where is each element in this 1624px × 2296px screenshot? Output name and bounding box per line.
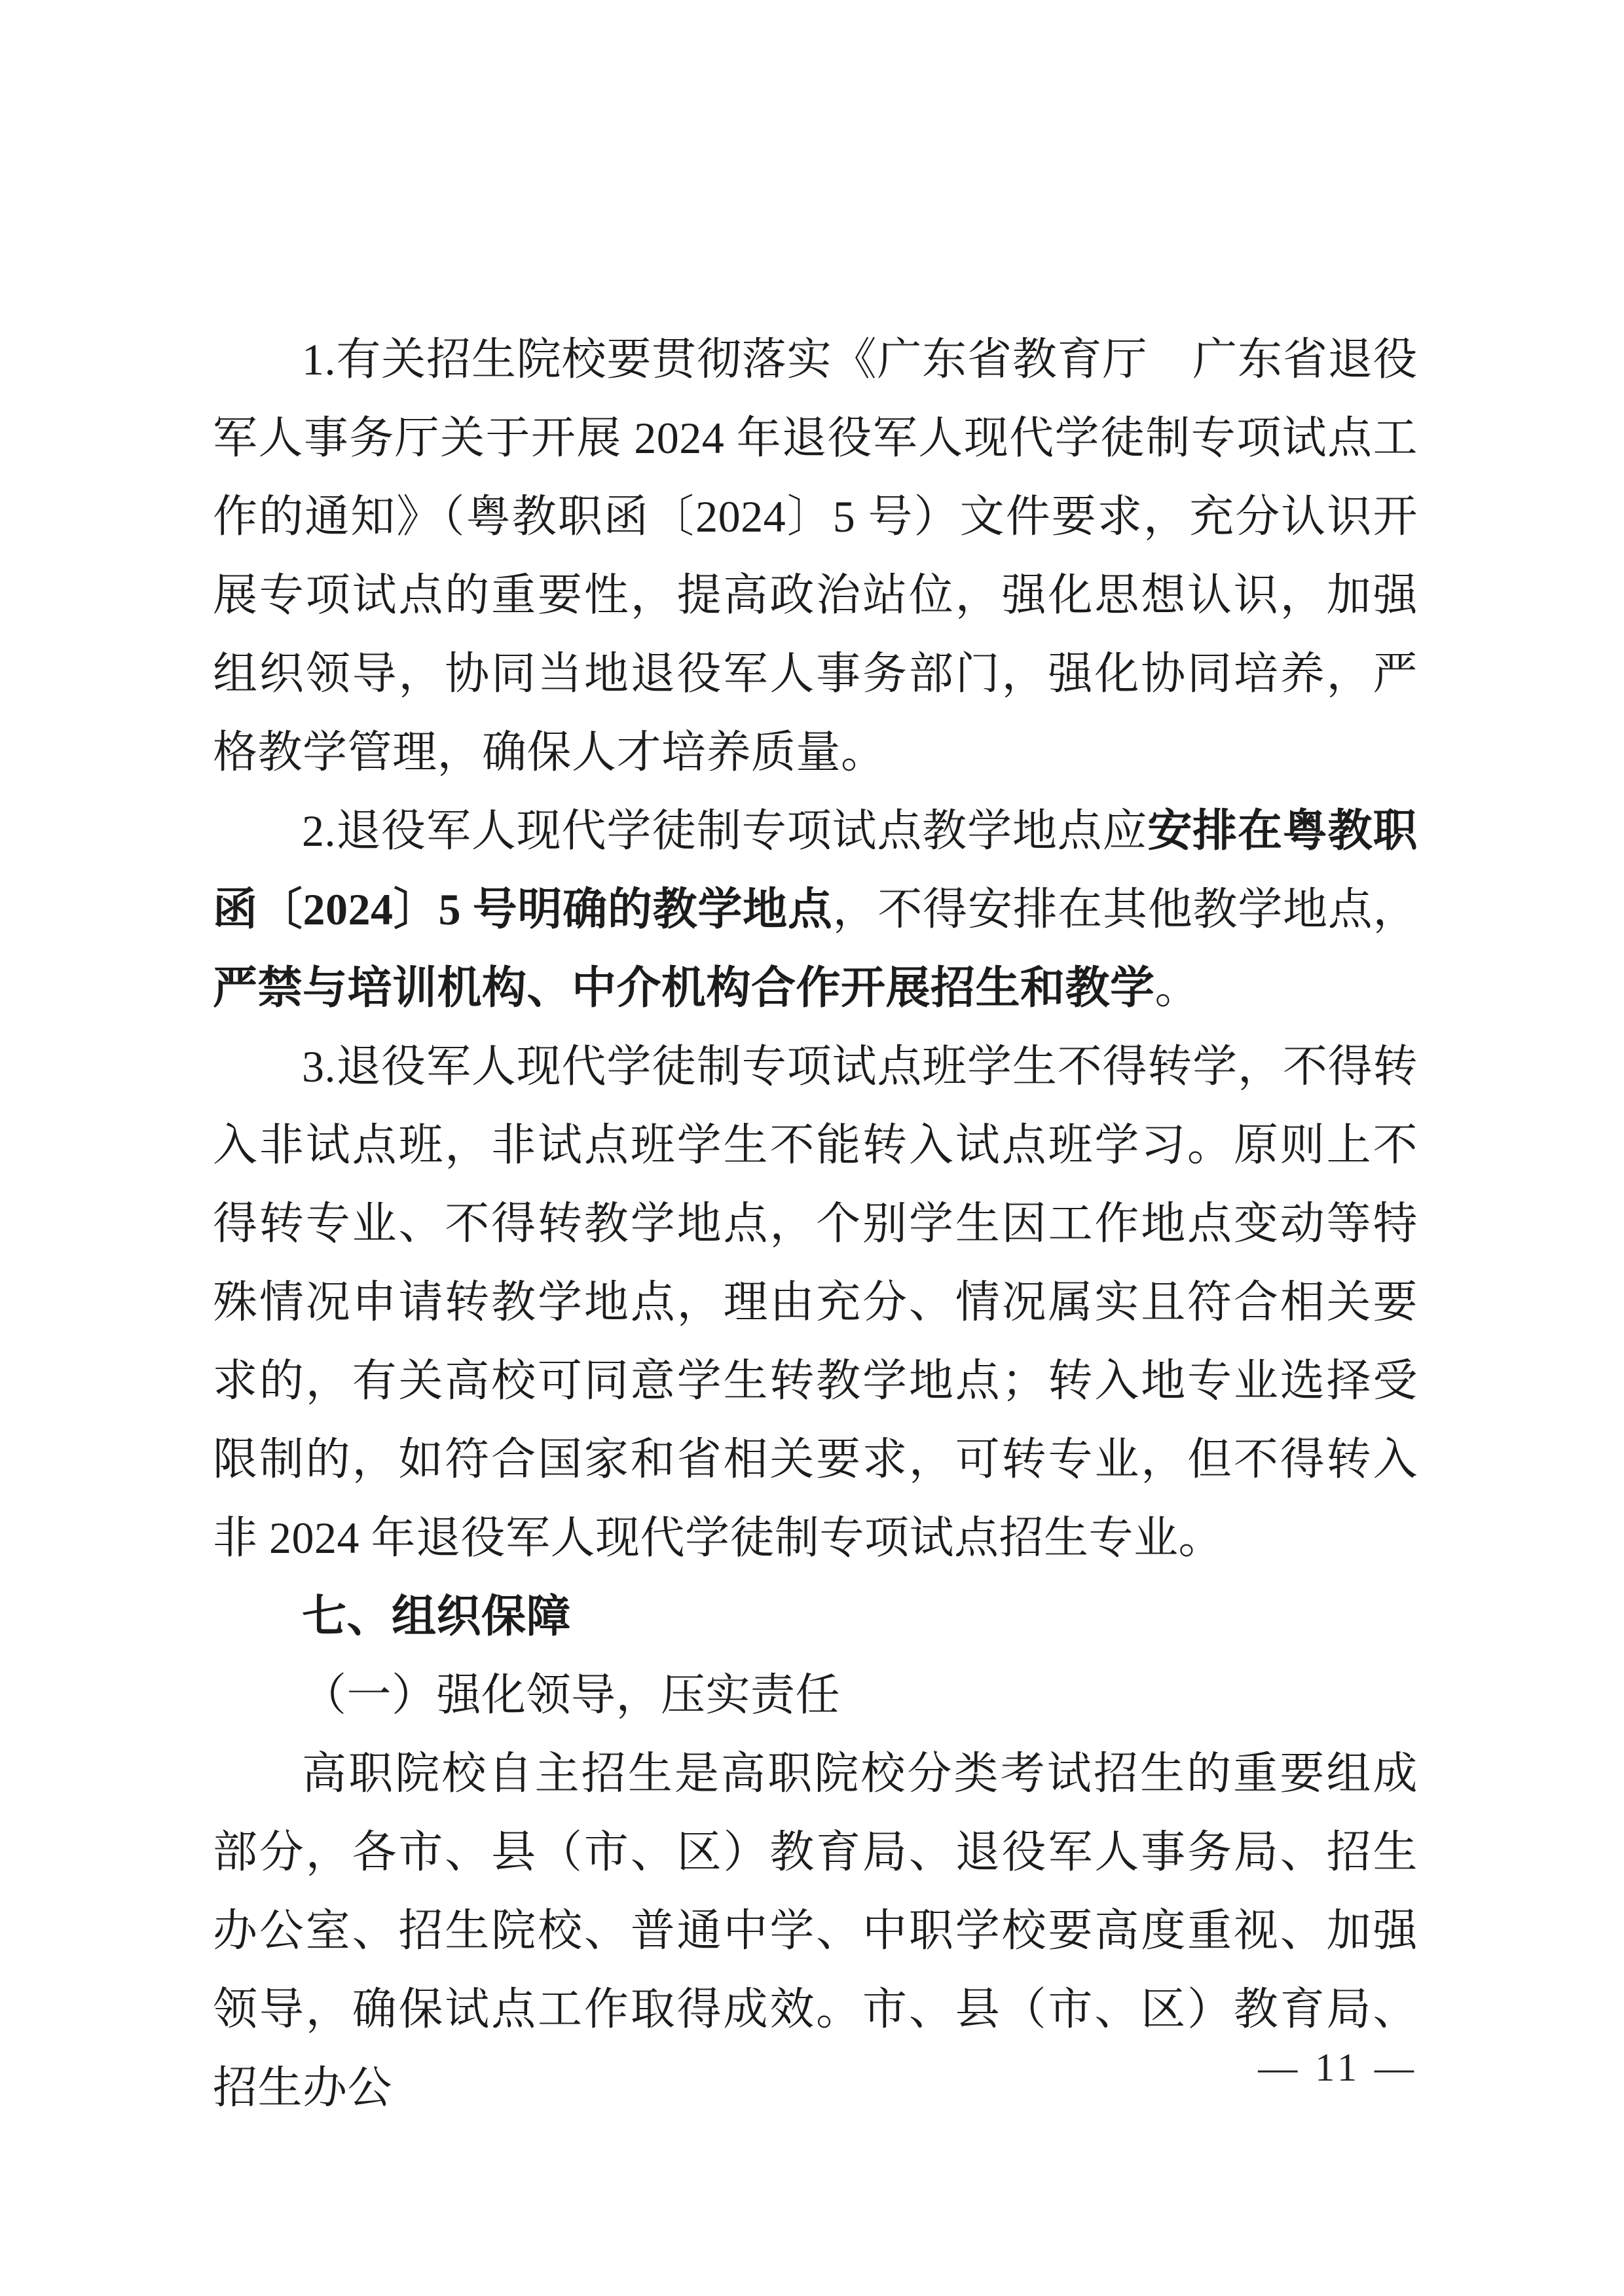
paragraph-2-bold-prohibition: 严禁与培训机构、中介机构合作开展招生和教学 bbox=[213, 963, 1155, 1013]
section-heading: 七、组织保障 bbox=[302, 1592, 572, 1641]
paragraph-2-text-3: 。 bbox=[1154, 963, 1200, 1013]
subsection-heading: （一）强化领导，压实责任 bbox=[302, 1670, 841, 1720]
document-content bbox=[213, 320, 1418, 2127]
paragraph-3: 3.退役军人现代学徒制专项试点班学生不得转学，不得转入非试点班，非试点班学生不能转入试点班学习。原则上不得转专业、不得转教学地点，个别学生因工作地点变动等特殊情况申请转教学地点，理由充分、情况属实且符合相关要求的，有关高校可同意学生转教学地点；转入地专业选择受限制的，如符合国家和省相关要求，可转专业，但不得转入非 2024 年退役军人现代学徒制专项试点招生专业。 bbox=[213, 1042, 1418, 1563]
paragraph-2-text-1: 2.退役军人现代学徒制专项试点教学地点应 bbox=[302, 806, 1148, 856]
paragraph-2-bold-teaching-location: 安排在粤教职函〔2024〕5 号明确的教学地点 bbox=[213, 806, 1418, 934]
paragraph-2 bbox=[213, 792, 1418, 1027]
paragraph-1: 1.有关招生院校要贯彻落实《广东省教育厅 广东省退役军人事务厅关于开展 2024 年退役军人现代学徒制专项试点工作的通知》（粤教职函〔2024〕5 号）文件要求，充分认识开展专项试点的重要性，提高政治站位，强化思想认识，加强组织领导，协同当地退役军人事务部门，强化协同培养，严格教学管理，确保人才培养质量。 bbox=[213, 335, 1418, 777]
paragraph-4: 高职院校自主招生是高职院校分类考试招生的重要组成部分，各市、县（市、区）教育局、退役军人事务局、招生办公室、招生院校、普通中学、中职学校要高度重视、加强领导，确保试点工作取得成效。市、县（市、区）教育局、招生办公 bbox=[213, 1749, 1418, 2113]
page-number: — 11 — bbox=[1258, 2046, 1418, 2089]
paragraph-2-text-2: ，不得安排在其他教学地点， bbox=[832, 884, 1418, 934]
